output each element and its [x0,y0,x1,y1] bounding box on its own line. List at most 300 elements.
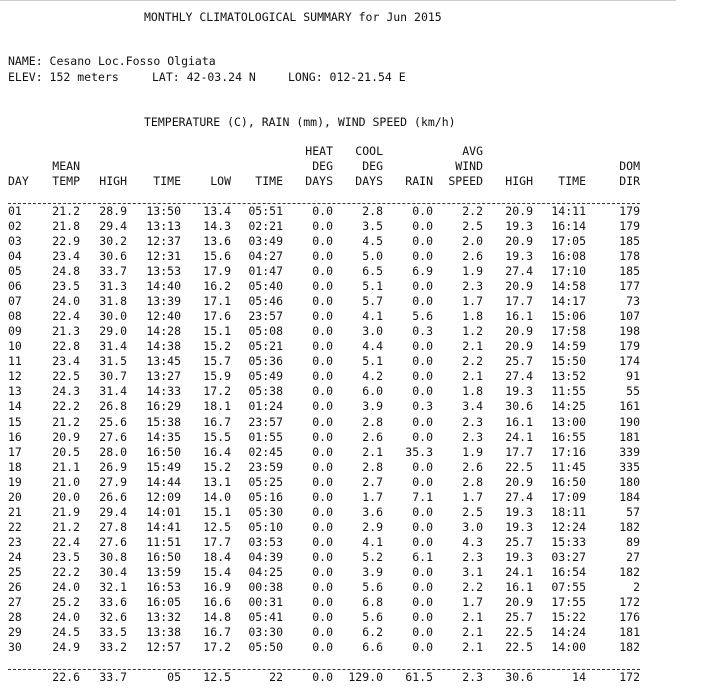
table-cell: 13:45 [146,354,181,369]
table-cell: 24.0 [52,579,80,594]
table-cell: 16.1 [505,579,533,594]
table-cell: 0.0 [312,519,333,534]
station-elevation: ELEV: 152 meters [8,70,119,84]
table-cell: 22.9 [52,234,80,249]
table-row [4,369,640,384]
table-cell: 33.7 [99,264,127,279]
table-row [4,264,640,279]
table-cell: 03 [8,234,22,249]
table-cell: 05:40 [248,279,283,294]
table-cell: 129.0 [348,670,383,685]
table-cell: 01:55 [248,429,283,444]
table-cell: 29 [8,624,22,639]
table-cell: 01:24 [248,399,283,414]
table-cell: 0.0 [412,339,433,354]
table-cell: 0.0 [312,459,333,474]
table-cell: 0.0 [412,519,433,534]
table-cell: 24.1 [505,564,533,579]
table-cell: 2.1 [462,609,483,624]
table-cell: 14:59 [551,339,586,354]
table-cell: 21.1 [52,459,80,474]
table-cell: 27.4 [505,264,533,279]
table-cell [4,670,30,685]
table-cell: 0.0 [312,399,333,414]
table-cell: 0.0 [312,294,333,309]
table-cell: 2.3 [462,429,483,444]
table-cell: 19 [8,474,22,489]
table-cell: 2.8 [362,414,383,429]
table-row [4,610,640,625]
table-cell: 08 [8,309,22,324]
table-cell: 25.2 [52,594,80,609]
table-cell: 3.0 [462,519,483,534]
table-cell: 22.5 [52,369,80,384]
table-cell: 3.1 [462,564,483,579]
table-cell: 172 [619,594,640,609]
table-cell: 0.0 [412,459,433,474]
table-cell: 23.5 [52,279,80,294]
table-cell: 4.5 [362,234,383,249]
table-cell: 2.2 [462,354,483,369]
table-cell: 5.1 [362,354,383,369]
table-cell: 12:37 [146,234,181,249]
table-row [4,219,640,234]
table-cell: 0.0 [312,579,333,594]
table-row [4,640,640,655]
table-row [4,625,640,640]
table-cell: 19.3 [505,384,533,399]
table-cell: 0.0 [312,219,333,234]
table-cell: 179 [619,204,640,219]
table-cell: 3.6 [362,504,383,519]
table-cell: 15.1 [203,504,231,519]
table-cell: 13:39 [146,294,181,309]
column-header: TIME [255,174,283,188]
table-cell: 0.0 [312,324,333,339]
station-longitude: LONG: 012-21.54 E [288,70,406,84]
table-cell: 30 [8,639,22,654]
table-cell: 12 [8,369,22,384]
table-cell: 4.3 [462,534,483,549]
table-cell: 16:50 [146,549,181,564]
table-cell: 05:25 [248,474,283,489]
table-cell: 3.5 [362,219,383,234]
table-cell: 0.0 [412,279,433,294]
table-cell: 14:35 [146,429,181,444]
table-cell: 2.6 [462,459,483,474]
table-cell: 26 [8,579,22,594]
table-cell: 31.8 [99,294,127,309]
table-cell: 6.9 [412,264,433,279]
table-cell: 15:06 [551,309,586,324]
table-cell: 33.6 [99,594,127,609]
table-cell: 14:11 [551,204,586,219]
table-cell: 16:05 [146,594,181,609]
table-cell: 0.0 [312,489,333,504]
table-cell: 35.3 [405,444,433,459]
table-cell: 0.0 [312,624,333,639]
table-row [4,414,640,429]
table-cell: 27.4 [505,489,533,504]
table-cell: 30.2 [99,234,127,249]
table-row [4,595,640,610]
table-cell: 0.0 [412,624,433,639]
table-row [4,520,640,535]
table-cell: 30.6 [99,249,127,264]
table-cell: 17.7 [505,294,533,309]
table-cell: 13:27 [146,369,181,384]
table-cell: 14:58 [551,279,586,294]
table-cell: 24.3 [52,384,80,399]
table-cell: 15:49 [146,459,181,474]
table-cell: 2.1 [462,639,483,654]
table-cell: 16.1 [505,414,533,429]
table-cell: 03:53 [248,534,283,549]
table-cell: 12:24 [551,519,586,534]
table-cell: 19.3 [505,219,533,234]
table-cell: 12:40 [146,309,181,324]
table-cell: 185 [619,264,640,279]
table-cell: 2.8 [362,204,383,219]
table-cell: 28 [8,609,22,624]
table-cell: 22.6 [52,670,80,685]
table-cell: 17.7 [203,534,231,549]
table-cell: 03:49 [248,234,283,249]
table-cell: 2.7 [362,474,383,489]
table-cell: 27 [8,594,22,609]
table-cell: 27.4 [505,369,533,384]
table-cell: 16.6 [203,594,231,609]
table-cell: 0.0 [312,414,333,429]
table-cell: 20.0 [52,489,80,504]
table-cell: 0.0 [312,504,333,519]
table-cell: 14:44 [146,474,181,489]
table-cell: 19.3 [505,504,533,519]
table-cell: 335 [619,459,640,474]
table-cell: 33.2 [99,639,127,654]
table-row [4,234,640,249]
table-cell: 0.0 [312,444,333,459]
table-cell: 16.1 [505,309,533,324]
table-cell: 17:16 [551,444,586,459]
table-cell: 0.0 [412,594,433,609]
table-cell: 2.3 [462,279,483,294]
table-cell: 7.1 [412,489,433,504]
table-cell: 180 [619,474,640,489]
table-cell: 2.5 [462,504,483,519]
header-row [4,143,640,189]
table-row [4,430,640,445]
table-cell: 11:55 [551,384,586,399]
table-cell: 1.7 [362,489,383,504]
table-cell: 15:50 [551,354,586,369]
column-header: LOW [210,174,231,188]
table-cell: 0.0 [312,429,333,444]
table-row [4,399,640,414]
table-cell: 5.6 [362,579,383,594]
table-cell: 15.2 [203,459,231,474]
table-cell: 17.7 [505,444,533,459]
table-cell: 18:11 [551,504,586,519]
table-cell: 14:38 [146,339,181,354]
table-cell: 0.0 [412,204,433,219]
table-cell: 2.2 [462,579,483,594]
table-cell: 0.0 [312,670,333,685]
table-cell: 0.0 [412,249,433,264]
table-cell: 16.9 [203,579,231,594]
table-cell: 17.9 [203,264,231,279]
table-cell: 15.4 [203,564,231,579]
report-title: MONTHLY CLIMATOLOGICAL SUMMARY for Jun 2015 [144,10,442,24]
table-cell: 31.5 [99,354,127,369]
table-cell: 03:30 [248,624,283,639]
table-cell: 198 [619,324,640,339]
table-cell: 25 [8,564,22,579]
table-cell: 17.2 [203,384,231,399]
table-cell: 33.7 [99,670,127,685]
table-cell: 04:25 [248,564,283,579]
table-row [4,460,640,475]
table-cell: 24.8 [52,264,80,279]
table-cell: 0.0 [412,369,433,384]
table-cell: 161 [619,399,640,414]
table-cell: 2.1 [362,444,383,459]
table-cell: 27.6 [99,534,127,549]
table-cell: 21.8 [52,219,80,234]
table-cell: 0.0 [412,384,433,399]
table-cell: 0.0 [412,429,433,444]
table-cell: 0.0 [312,309,333,324]
table-cell: 21 [8,504,22,519]
table-cell: 12:31 [146,249,181,264]
table-cell: 2.3 [462,670,483,685]
table-cell: 2.6 [362,429,383,444]
table-cell: 19.3 [505,549,533,564]
table-cell: 15.1 [203,324,231,339]
table-cell: 6.2 [362,624,383,639]
table-cell: 20.9 [505,234,533,249]
table-cell: 30.7 [99,369,127,384]
table-cell: 13.6 [203,234,231,249]
table-cell: 22.5 [505,639,533,654]
table-row [4,565,640,580]
table-cell: 13:38 [146,624,181,639]
table-cell: 00:38 [248,579,283,594]
table-cell: 339 [619,444,640,459]
table-cell: 176 [619,609,640,624]
table-cell: 16:53 [146,579,181,594]
table-row [4,550,640,565]
table-cell: 24 [8,549,22,564]
table-cell: 05 [8,264,22,279]
table-cell: 89 [626,534,640,549]
table-cell: 20.5 [52,444,80,459]
table-cell: 30.4 [99,564,127,579]
table-cell: 172 [619,670,640,685]
table-cell: 24.0 [52,294,80,309]
table-cell: 22.8 [52,339,80,354]
table-cell: 0.0 [412,564,433,579]
table-cell: 16.7 [203,624,231,639]
table-cell: 2.3 [462,414,483,429]
table-cell: 04:39 [248,549,283,564]
table-cell: 22.4 [52,534,80,549]
table-cell: 27.6 [99,429,127,444]
table-cell: 184 [619,489,640,504]
table-cell: 0.0 [412,354,433,369]
table-cell: 13:00 [551,414,586,429]
table-cell: 6.0 [362,384,383,399]
column-header: MEAN TEMP [52,159,80,188]
table-cell: 16 [8,429,22,444]
table-cell: 17 [8,444,22,459]
table-cell: 5.2 [362,549,383,564]
table-cell: 20.9 [505,279,533,294]
table-cell: 73 [626,294,640,309]
table-cell: 13:59 [146,564,181,579]
table-cell: 14:25 [551,399,586,414]
table-cell: 11:51 [146,534,181,549]
table-cell: 33.5 [99,624,127,639]
table-cell: 21.2 [52,519,80,534]
table-cell: 13.4 [203,204,231,219]
table-row [4,249,640,264]
table-cell: 57 [626,504,640,519]
table-cell: 27.8 [99,519,127,534]
column-header: HIGH [99,174,127,188]
table-cell: 190 [619,414,640,429]
table-cell: 05:49 [248,369,283,384]
table-cell: 31.3 [99,279,127,294]
table-cell: 05:41 [248,609,283,624]
table-cell: 31.4 [99,339,127,354]
table-cell: 179 [619,219,640,234]
table-cell: 15.9 [203,369,231,384]
column-header: AVG WIND SPEED [448,144,483,188]
table-cell: 26.8 [99,399,127,414]
table-cell: 2.5 [462,219,483,234]
table-cell: 22.2 [52,564,80,579]
table-cell: 0.0 [312,339,333,354]
table-cell: 20.9 [505,324,533,339]
table-cell: 20 [8,489,22,504]
column-header: COOL DEG DAYS [355,144,383,188]
table-cell: 13 [8,384,22,399]
table-cell: 30.6 [505,670,533,685]
table-cell: 5.7 [362,294,383,309]
table-cell: 21.2 [52,414,80,429]
table-cell: 17.6 [203,309,231,324]
table-cell: 16:54 [551,564,586,579]
table-cell: 24.1 [505,429,533,444]
table-cell: 0.0 [312,369,333,384]
table-cell: 25.7 [505,534,533,549]
table-cell: 6.6 [362,639,383,654]
table-cell: 18.1 [203,399,231,414]
table-cell: 14:40 [146,279,181,294]
table-body [4,189,640,685]
table-cell: 1.8 [462,309,483,324]
station-name: NAME: Cesano Loc.Fosso Olgiata [8,54,216,68]
table-row [4,309,640,324]
table-cell: 14:00 [551,639,586,654]
table-cell: 14:24 [551,624,586,639]
table-cell: 23 [8,534,22,549]
table-cell: 3.0 [362,324,383,339]
table-cell: 13:32 [146,609,181,624]
table-cell: 24.9 [52,639,80,654]
table-cell: 0.0 [312,534,333,549]
table-cell: 2.6 [462,249,483,264]
table-cell: 0.0 [312,639,333,654]
table-cell: 4.1 [362,309,383,324]
table-cell: 55 [626,384,640,399]
table-cell: 0.0 [412,219,433,234]
table-cell: 27 [626,549,640,564]
table-cell: 22.5 [505,459,533,474]
table-cell: 0.0 [412,294,433,309]
table-cell: 23:59 [248,459,283,474]
table-cell: 182 [619,519,640,534]
table-cell: 91 [626,369,640,384]
table-cell: 0.0 [312,609,333,624]
table-cell: 16:08 [551,249,586,264]
table-cell: 0.0 [412,504,433,519]
table-cell: 1.8 [462,384,483,399]
table-cell: 177 [619,279,640,294]
table-cell: 14.0 [203,489,231,504]
header-separator [4,189,640,204]
table-cell: 06 [8,279,22,294]
table-cell: 13:13 [146,219,181,234]
table-cell: 22 [269,670,283,685]
table-cell: 27.9 [99,474,127,489]
table-cell: 181 [619,429,640,444]
table-cell: 4.4 [362,339,383,354]
table-cell: 09 [8,324,22,339]
table-cell: 05:10 [248,519,283,534]
table-cell: 12.5 [203,519,231,534]
table-cell: 16.2 [203,279,231,294]
table-row [4,384,640,399]
table-cell: 26.9 [99,459,127,474]
table-cell: 0.0 [312,279,333,294]
table-cell: 13:50 [146,204,181,219]
table-cell: 28.0 [99,444,127,459]
table-cell: 21.0 [52,474,80,489]
table-cell: 0.0 [312,204,333,219]
table-cell: 0.3 [412,399,433,414]
table-cell: 28.9 [99,204,127,219]
table-cell: 1.2 [462,324,483,339]
table-cell: 16.4 [203,444,231,459]
table-cell: 17:10 [551,264,586,279]
table-cell: 5.0 [362,249,383,264]
table-cell: 21.9 [52,504,80,519]
table-cell: 20.9 [52,429,80,444]
table-cell: 05:46 [248,294,283,309]
table-cell: 23:57 [248,309,283,324]
table-cell: 0.0 [312,384,333,399]
table-cell: 15.2 [203,339,231,354]
table-cell: 02:45 [248,444,283,459]
table-cell: 21.3 [52,324,80,339]
table-cell: 0.0 [312,594,333,609]
table-cell: 14:28 [146,324,181,339]
table-cell: 22.4 [52,309,80,324]
table-cell: 17.2 [203,639,231,654]
table-cell: 05:30 [248,504,283,519]
